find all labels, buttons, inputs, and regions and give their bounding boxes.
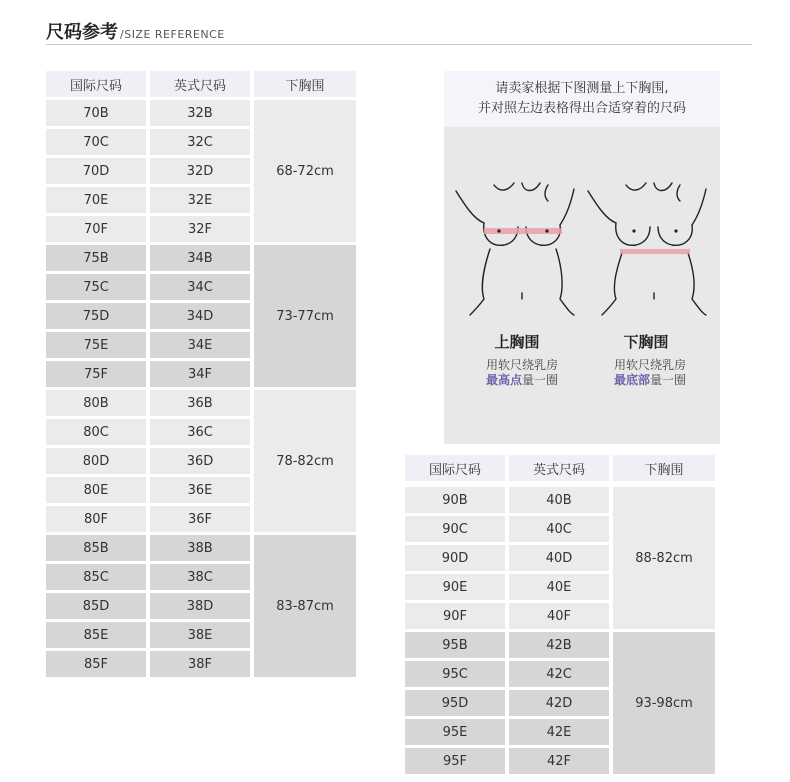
upper-tape xyxy=(484,228,562,234)
uk-size-cell: 34F xyxy=(150,361,250,387)
intl-size-cell: 80C xyxy=(46,419,146,445)
intl-size-cell: 90E xyxy=(405,574,505,600)
upper-desc-line2 xyxy=(462,373,582,388)
uk-size-cell: 32E xyxy=(150,187,250,213)
uk-size-cell: 38D xyxy=(150,593,250,619)
uk-size-cell: 38F xyxy=(150,651,250,677)
uk-size-cell: 36C xyxy=(150,419,250,445)
upper-bust-desc xyxy=(462,358,582,388)
uk-size-cell: 40F xyxy=(509,603,609,629)
intl-size-cell: 75C xyxy=(46,274,146,300)
uk-size-cell: 42E xyxy=(509,719,609,745)
uk-size-cell: 34C xyxy=(150,274,250,300)
intl-size-cell: 70E xyxy=(46,187,146,213)
uk-size-cell: 42C xyxy=(509,661,609,687)
intl-size-cell: 90F xyxy=(405,603,505,629)
lower-bust-desc xyxy=(590,358,710,388)
upper-bust-figure xyxy=(456,183,574,315)
uk-size-cell: 40D xyxy=(509,545,609,571)
uk-size-cell: 38C xyxy=(150,564,250,590)
table-header-cell: 英式尺码 xyxy=(509,455,609,481)
intl-size-cell: 90B xyxy=(405,487,505,513)
intl-size-cell: 75F xyxy=(46,361,146,387)
uk-size-cell: 38E xyxy=(150,622,250,648)
lower-highlight: 最底部 xyxy=(613,373,650,387)
intl-size-cell: 70D xyxy=(46,158,146,184)
uk-size-cell: 40B xyxy=(509,487,609,513)
intl-size-cell: 90D xyxy=(405,545,505,571)
intl-size-cell: 85C xyxy=(46,564,146,590)
title-divider xyxy=(46,44,752,45)
uk-size-cell: 36E xyxy=(150,477,250,503)
uk-size-cell: 34B xyxy=(150,245,250,271)
intl-size-cell: 80B xyxy=(46,390,146,416)
intl-size-cell: 95B xyxy=(405,632,505,658)
intl-size-cell: 75E xyxy=(46,332,146,358)
uk-size-cell: 40E xyxy=(509,574,609,600)
underbust-range-cell: 68-72cm xyxy=(254,100,356,242)
uk-size-cell: 36D xyxy=(150,448,250,474)
uk-size-cell: 42F xyxy=(509,748,609,774)
page-title xyxy=(46,18,225,44)
lower-tape xyxy=(620,249,690,254)
lower-desc-line1: 用软尺绕乳房 xyxy=(613,358,686,372)
intl-size-cell: 85D xyxy=(46,593,146,619)
uk-size-cell: 34D xyxy=(150,303,250,329)
intl-size-cell: 75D xyxy=(46,303,146,329)
underbust-range-cell: 93-98cm xyxy=(613,632,715,774)
intl-size-cell: 70F xyxy=(46,216,146,242)
uk-size-cell: 42B xyxy=(509,632,609,658)
intl-size-cell: 95D xyxy=(405,690,505,716)
intl-size-cell: 80F xyxy=(46,506,146,532)
intl-size-cell: 95E xyxy=(405,719,505,745)
uk-size-cell: 32C xyxy=(150,129,250,155)
uk-size-cell: 40C xyxy=(509,516,609,542)
uk-size-cell: 38B xyxy=(150,535,250,561)
intl-size-cell: 90C xyxy=(405,516,505,542)
lower-bust-label: 下胸围 xyxy=(623,333,669,351)
upper-highlight: 最高点 xyxy=(485,373,522,387)
upper-desc-line1: 用软尺绕乳房 xyxy=(485,358,558,372)
underbust-range-cell: 73-77cm xyxy=(254,245,356,387)
intl-size-cell: 70C xyxy=(46,129,146,155)
guide-instructions xyxy=(444,71,720,127)
guide-line-2: 并对照左边表格得出合适穿着的尺码 xyxy=(477,101,686,116)
intl-size-cell: 95C xyxy=(405,661,505,687)
title-text: 尺码参考 xyxy=(46,22,118,43)
intl-size-cell: 70B xyxy=(46,100,146,126)
uk-size-cell: 42D xyxy=(509,690,609,716)
intl-size-cell: 85E xyxy=(46,622,146,648)
underbust-range-cell: 83-87cm xyxy=(254,535,356,677)
upper-desc-tail: 量一圈 xyxy=(522,373,559,387)
underbust-range-cell: 78-82cm xyxy=(254,390,356,532)
uk-size-cell: 34E xyxy=(150,332,250,358)
intl-size-cell: 85B xyxy=(46,535,146,561)
guide-line-1: 请卖家根据下图测量上下胸围, xyxy=(495,81,669,96)
title-subtitle: /SIZE REFERENCE xyxy=(120,28,225,41)
lower-desc-line2 xyxy=(590,373,710,388)
intl-size-cell: 80E xyxy=(46,477,146,503)
intl-size-cell: 85F xyxy=(46,651,146,677)
table-header-cell: 下胸围 xyxy=(613,455,715,481)
table-header-cell: 国际尺码 xyxy=(405,455,505,481)
uk-size-cell: 32F xyxy=(150,216,250,242)
lower-desc-tail: 量一圈 xyxy=(650,373,687,387)
intl-size-cell: 95F xyxy=(405,748,505,774)
uk-size-cell: 32D xyxy=(150,158,250,184)
torso-illustration xyxy=(444,127,720,327)
intl-size-cell: 75B xyxy=(46,245,146,271)
upper-bust-label: 上胸围 xyxy=(494,333,540,351)
table-header-cell: 下胸围 xyxy=(254,71,356,97)
underbust-range-cell: 88-82cm xyxy=(613,487,715,629)
uk-size-cell: 32B xyxy=(150,100,250,126)
table-header-cell: 英式尺码 xyxy=(150,71,250,97)
uk-size-cell: 36B xyxy=(150,390,250,416)
table-header-cell: 国际尺码 xyxy=(46,71,146,97)
uk-size-cell: 36F xyxy=(150,506,250,532)
intl-size-cell: 80D xyxy=(46,448,146,474)
